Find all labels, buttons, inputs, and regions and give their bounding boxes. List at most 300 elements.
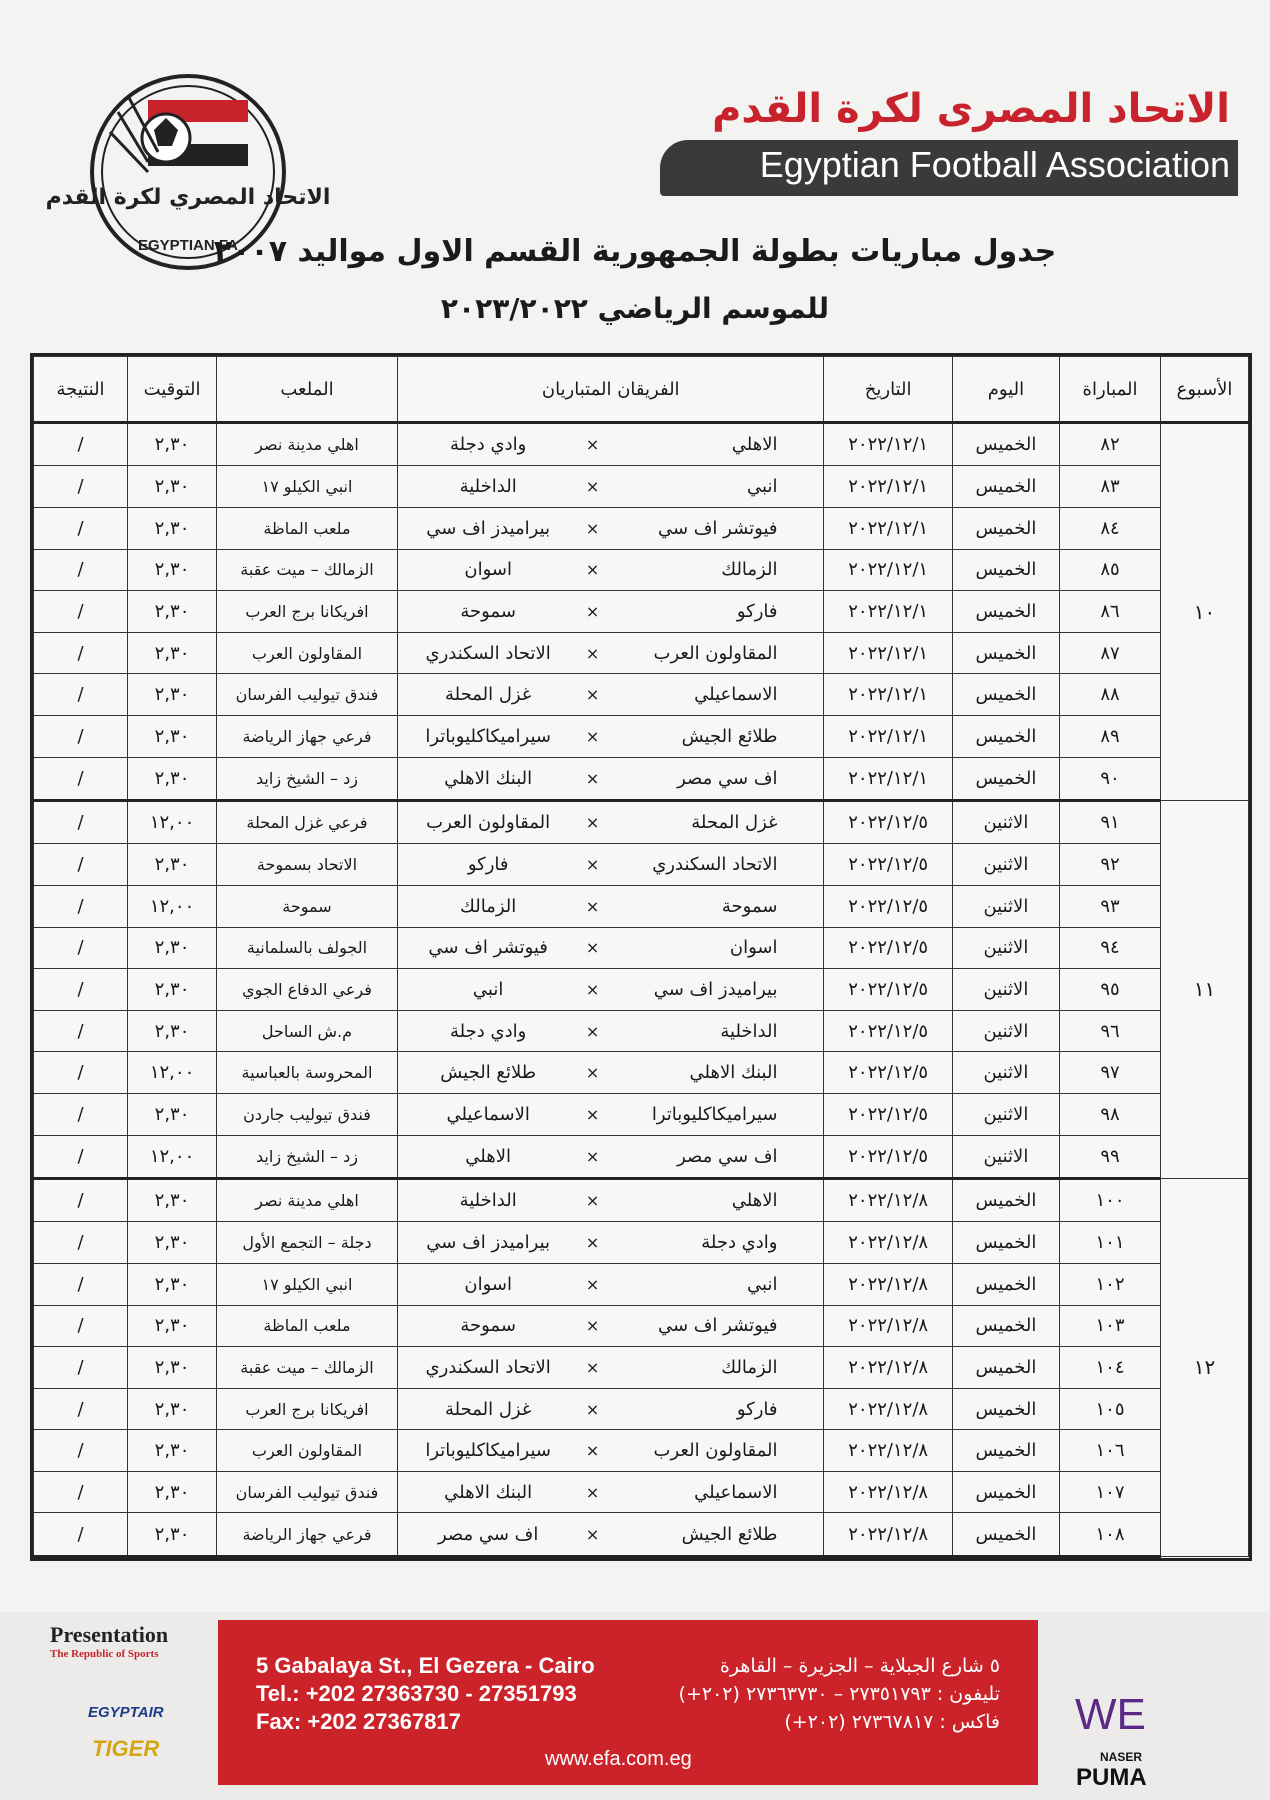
- vs-mark: ×: [578, 1513, 606, 1557]
- venue: فرعي غزل المحلة: [217, 800, 398, 843]
- address-ar-line: فاكس : ٢٧٣٦٧٨١٧ (٢٠٢+): [784, 1711, 1000, 1733]
- table-row: [34, 715, 1249, 757]
- match-date: ٢٠٢٢/١٢/١: [824, 632, 952, 674]
- match-number: ١٠٦: [1059, 1430, 1160, 1472]
- vs-mark: ×: [578, 1388, 606, 1430]
- kickoff-time: ١٢,٠٠: [128, 1052, 217, 1094]
- match-day: الخميس: [952, 1347, 1059, 1389]
- venue: فندق تيوليب الفرسان: [217, 674, 398, 716]
- venue: افريكانا برج العرب: [217, 1388, 398, 1430]
- match-date: ٢٠٢٢/١٢/٨: [824, 1388, 952, 1430]
- table-row: [34, 800, 1249, 843]
- schedule-table: [30, 353, 1252, 1561]
- venue: المحروسة بالعباسية: [217, 1052, 398, 1094]
- vs-mark: ×: [578, 508, 606, 550]
- venue: زد – الشيخ زايد: [217, 1135, 398, 1178]
- vs-mark: ×: [578, 1222, 606, 1264]
- result: /: [34, 1010, 128, 1052]
- table-row: [34, 1471, 1249, 1513]
- away-team: الزمالك: [397, 886, 578, 928]
- col-day: اليوم: [952, 357, 1059, 423]
- kickoff-time: ٢,٣٠: [128, 549, 217, 591]
- result: /: [34, 969, 128, 1011]
- result: /: [34, 508, 128, 550]
- match-day: الخميس: [952, 1178, 1059, 1221]
- match-number: ٩٩: [1059, 1135, 1160, 1178]
- away-team: الاتحاد السكندري: [397, 1347, 578, 1389]
- home-team: سيراميكاكليوباترا: [607, 1093, 824, 1135]
- logo-text-ar: الاتحاد المصري لكرة القدم: [45, 185, 331, 210]
- match-number: ١٠٧: [1059, 1471, 1160, 1513]
- match-date: ٢٠٢٢/١٢/٥: [824, 969, 952, 1011]
- match-day: الاثنين: [952, 1093, 1059, 1135]
- match-date: ٢٠٢٢/١٢/١: [824, 715, 952, 757]
- match-number: ٨٩: [1059, 715, 1160, 757]
- match-day: الخميس: [952, 591, 1059, 633]
- home-team: فاركو: [607, 591, 824, 633]
- match-number: ٩٤: [1059, 927, 1160, 969]
- result: /: [34, 886, 128, 928]
- page-subtitle: للموسم الرياضي ٢٠٢٣/٢٠٢٢: [440, 292, 830, 325]
- venue: م.ش الساحل: [217, 1010, 398, 1052]
- away-team: البنك الاهلي: [397, 757, 578, 800]
- address-en-line: 5 Gabalaya St., El Gezera - Cairo: [256, 1653, 595, 1678]
- match-date: ٢٠٢٢/١٢/٨: [824, 1347, 952, 1389]
- match-date: ٢٠٢٢/١٢/٥: [824, 886, 952, 928]
- away-team: وادي دجلة: [397, 423, 578, 466]
- col-match: المباراة: [1059, 357, 1160, 423]
- table-body: [34, 423, 1249, 1557]
- match-date: ٢٠٢٢/١٢/١: [824, 508, 952, 550]
- away-team: الاهلي: [397, 1135, 578, 1178]
- home-team: الداخلية: [607, 1010, 824, 1052]
- org-name-ar: الاتحاد المصرى لكرة القدم: [712, 86, 1230, 132]
- match-day: الخميس: [952, 1222, 1059, 1264]
- match-day: الخميس: [952, 1471, 1059, 1513]
- page-header: [0, 0, 1270, 360]
- match-date: ٢٠٢٢/١٢/٨: [824, 1471, 952, 1513]
- result: /: [34, 466, 128, 508]
- match-date: ٢٠٢٢/١٢/٨: [824, 1222, 952, 1264]
- kickoff-time: ٢,٣٠: [128, 423, 217, 466]
- vs-mark: ×: [578, 715, 606, 757]
- match-number: ٩٢: [1059, 844, 1160, 886]
- home-team: طلائع الجيش: [607, 1513, 824, 1557]
- home-team: الاتحاد السكندري: [607, 844, 824, 886]
- kickoff-time: ١٢,٠٠: [128, 886, 217, 928]
- table-row: [34, 1347, 1249, 1389]
- match-date: ٢٠٢٢/١٢/٥: [824, 1052, 952, 1094]
- table-row: [34, 844, 1249, 886]
- table-row: [34, 1305, 1249, 1347]
- match-day: الخميس: [952, 1264, 1059, 1306]
- table-row: [34, 423, 1249, 466]
- sponsor-puma-logo: [1076, 1750, 1147, 1792]
- match-number: ١٠٥: [1059, 1388, 1160, 1430]
- logo-text-en: EGYPTIAN FA: [137, 237, 239, 254]
- kickoff-time: ٢,٣٠: [128, 674, 217, 716]
- match-date: ٢٠٢٢/١٢/٥: [824, 844, 952, 886]
- table-header-row: [34, 357, 1249, 423]
- match-day: الاثنين: [952, 1010, 1059, 1052]
- away-team: الاسماعيلي: [397, 1093, 578, 1135]
- table-row: [34, 1052, 1249, 1094]
- col-result: النتيجة: [34, 357, 128, 423]
- vs-mark: ×: [578, 1430, 606, 1472]
- sponsor-presentation-name: Presentation: [50, 1622, 169, 1647]
- away-team: الداخلية: [397, 1178, 578, 1221]
- address-en-line: Fax: +202 27367817: [256, 1709, 461, 1734]
- match-day: الخميس: [952, 632, 1059, 674]
- match-date: ٢٠٢٢/١٢/٥: [824, 1135, 952, 1178]
- home-team: انبي: [607, 466, 824, 508]
- away-team: سموحة: [397, 1305, 578, 1347]
- away-team: الاتحاد السكندري: [397, 632, 578, 674]
- vs-mark: ×: [578, 1305, 606, 1347]
- venue: فرعي جهاز الرياضة: [217, 715, 398, 757]
- match-day: الخميس: [952, 508, 1059, 550]
- week-cell: ١٠: [1161, 423, 1249, 801]
- home-team: البنك الاهلي: [607, 1052, 824, 1094]
- match-number: ٨٨: [1059, 674, 1160, 716]
- org-name-en: Egyptian Football Association: [759, 144, 1230, 185]
- venue: اهلي مدينة نصر: [217, 423, 398, 466]
- match-number: ٩٧: [1059, 1052, 1160, 1094]
- kickoff-time: ٢,٣٠: [128, 1513, 217, 1557]
- match-day: الاثنين: [952, 886, 1059, 928]
- table-row: [34, 757, 1249, 800]
- result: /: [34, 423, 128, 466]
- kickoff-time: ٢,٣٠: [128, 632, 217, 674]
- home-team: انبي: [607, 1264, 824, 1306]
- match-number: ١٠٢: [1059, 1264, 1160, 1306]
- address-en: [256, 1652, 595, 1736]
- table-row: [34, 1178, 1249, 1221]
- kickoff-time: ٢,٣٠: [128, 1222, 217, 1264]
- table-row: [34, 1093, 1249, 1135]
- match-day: الخميس: [952, 1430, 1059, 1472]
- venue: الزمالك – ميت عقبة: [217, 549, 398, 591]
- away-team: وادي دجلة: [397, 1010, 578, 1052]
- away-team: غزل المحلة: [397, 1388, 578, 1430]
- result: /: [34, 591, 128, 633]
- away-team: طلائع الجيش: [397, 1052, 578, 1094]
- venue: المقاولون العرب: [217, 632, 398, 674]
- kickoff-time: ٢,٣٠: [128, 466, 217, 508]
- result: /: [34, 1513, 128, 1557]
- result: /: [34, 1052, 128, 1094]
- home-team: فاركو: [607, 1388, 824, 1430]
- venue: الاتحاد بسموحة: [217, 844, 398, 886]
- away-team: انبي: [397, 969, 578, 1011]
- match-date: ٢٠٢٢/١٢/٥: [824, 927, 952, 969]
- kickoff-time: ٢,٣٠: [128, 1264, 217, 1306]
- sponsor-we-logo: WE: [1075, 1690, 1146, 1739]
- kickoff-time: ٢,٣٠: [128, 1430, 217, 1472]
- match-date: ٢٠٢٢/١٢/٨: [824, 1264, 952, 1306]
- sponsor-egyptair-logo: EGYPTAIR: [88, 1704, 164, 1721]
- match-day: الخميس: [952, 1305, 1059, 1347]
- venue: اهلي مدينة نصر: [217, 1178, 398, 1221]
- match-day: الخميس: [952, 423, 1059, 466]
- kickoff-time: ٢,٣٠: [128, 1471, 217, 1513]
- venue: المقاولون العرب: [217, 1430, 398, 1472]
- match-day: الخميس: [952, 757, 1059, 800]
- kickoff-time: ٢,٣٠: [128, 844, 217, 886]
- address-en-line: Tel.: +202 27363730 - 27351793: [256, 1681, 577, 1706]
- vs-mark: ×: [578, 757, 606, 800]
- page-title: جدول مباريات بطولة الجمهورية القسم الاول مواليد ٢٠٠٧: [213, 234, 1057, 269]
- match-number: ٩٨: [1059, 1093, 1160, 1135]
- result: /: [34, 1347, 128, 1389]
- table-row: [34, 886, 1249, 928]
- home-team: الزمالك: [607, 1347, 824, 1389]
- vs-mark: ×: [578, 632, 606, 674]
- away-team: اف سي مصر: [397, 1513, 578, 1557]
- result: /: [34, 757, 128, 800]
- vs-mark: ×: [578, 1010, 606, 1052]
- table-row: [34, 1135, 1249, 1178]
- match-number: ١٠٣: [1059, 1305, 1160, 1347]
- away-team: البنك الاهلي: [397, 1471, 578, 1513]
- venue: فندق تيوليب الفرسان: [217, 1471, 398, 1513]
- vs-mark: ×: [578, 969, 606, 1011]
- match-date: ٢٠٢٢/١٢/٨: [824, 1513, 952, 1557]
- home-team: وادي دجلة: [607, 1222, 824, 1264]
- address-ar-line: تليفون : ٢٧٣٥١٧٩٣ – ٢٧٣٦٣٧٣٠ (٢٠٢+): [678, 1683, 1000, 1705]
- kickoff-time: ٢,٣٠: [128, 591, 217, 633]
- match-day: الاثنين: [952, 969, 1059, 1011]
- home-team: اف سي مصر: [607, 757, 824, 800]
- venue: الزمالك – ميت عقبة: [217, 1347, 398, 1389]
- table-row: [34, 508, 1249, 550]
- match-day: الاثنين: [952, 1052, 1059, 1094]
- table-row: [34, 674, 1249, 716]
- away-team: المقاولون العرب: [397, 800, 578, 843]
- table-row: [34, 1222, 1249, 1264]
- away-team: الداخلية: [397, 466, 578, 508]
- result: /: [34, 1305, 128, 1347]
- kickoff-time: ١٢,٠٠: [128, 1135, 217, 1178]
- kickoff-time: ٢,٣٠: [128, 969, 217, 1011]
- away-team: فيوتشر اف سي: [397, 927, 578, 969]
- match-number: ٨٦: [1059, 591, 1160, 633]
- match-day: الخميس: [952, 674, 1059, 716]
- vs-mark: ×: [578, 800, 606, 843]
- match-date: ٢٠٢٢/١٢/١: [824, 466, 952, 508]
- sponsor-naser-name: NASER: [1100, 1750, 1143, 1764]
- sponsor-presentation-sub: The Republic of Sports: [50, 1648, 159, 1660]
- kickoff-time: ١٢,٠٠: [128, 800, 217, 843]
- result: /: [34, 549, 128, 591]
- result: /: [34, 844, 128, 886]
- away-team: اسوان: [397, 1264, 578, 1306]
- home-team: اف سي مصر: [607, 1135, 824, 1178]
- match-number: ١٠٠: [1059, 1178, 1160, 1221]
- kickoff-time: ٢,٣٠: [128, 1178, 217, 1221]
- vs-mark: ×: [578, 674, 606, 716]
- away-team: اسوان: [397, 549, 578, 591]
- match-date: ٢٠٢٢/١٢/٥: [824, 1010, 952, 1052]
- vs-mark: ×: [578, 1093, 606, 1135]
- vs-mark: ×: [578, 591, 606, 633]
- home-team: غزل المحلة: [607, 800, 824, 843]
- match-date: ٢٠٢٢/١٢/١: [824, 549, 952, 591]
- kickoff-time: ٢,٣٠: [128, 1347, 217, 1389]
- match-date: ٢٠٢٢/١٢/٥: [824, 800, 952, 843]
- table-row: [34, 1513, 1249, 1557]
- venue: سموحة: [217, 886, 398, 928]
- vs-mark: ×: [578, 927, 606, 969]
- match-number: ١٠١: [1059, 1222, 1160, 1264]
- result: /: [34, 800, 128, 843]
- match-number: ٨٧: [1059, 632, 1160, 674]
- match-number: ٨٣: [1059, 466, 1160, 508]
- result: /: [34, 1430, 128, 1472]
- result: /: [34, 927, 128, 969]
- away-team: سيراميكاكليوباترا: [397, 1430, 578, 1472]
- kickoff-time: ٢,٣٠: [128, 1305, 217, 1347]
- match-date: ٢٠٢٢/١٢/١: [824, 674, 952, 716]
- table-row: [34, 591, 1249, 633]
- sponsor-puma-name: PUMA: [1076, 1764, 1147, 1791]
- sponsor-presentation-logo: [50, 1622, 210, 1660]
- week-cell: ١٢: [1161, 1178, 1249, 1556]
- home-team: الاسماعيلي: [607, 674, 824, 716]
- home-team: الاسماعيلي: [607, 1471, 824, 1513]
- venue: فرعي جهاز الرياضة: [217, 1513, 398, 1557]
- match-number: ٩٠: [1059, 757, 1160, 800]
- kickoff-time: ٢,٣٠: [128, 508, 217, 550]
- match-date: ٢٠٢٢/١٢/١: [824, 757, 952, 800]
- match-day: الخميس: [952, 1388, 1059, 1430]
- table-row: [34, 1388, 1249, 1430]
- match-number: ٩٦: [1059, 1010, 1160, 1052]
- home-team: طلائع الجيش: [607, 715, 824, 757]
- away-team: فاركو: [397, 844, 578, 886]
- home-team: الزمالك: [607, 549, 824, 591]
- venue: انبي الكيلو ١٧: [217, 466, 398, 508]
- vs-mark: ×: [578, 844, 606, 886]
- home-team: الاهلي: [607, 423, 824, 466]
- table-row: [34, 632, 1249, 674]
- away-team: سيراميكاكليوباترا: [397, 715, 578, 757]
- match-date: ٢٠٢٢/١٢/١: [824, 423, 952, 466]
- venue: دجلة – التجمع الأول: [217, 1222, 398, 1264]
- kickoff-time: ٢,٣٠: [128, 715, 217, 757]
- home-team: الاهلي: [607, 1178, 824, 1221]
- week-cell: ١١: [1161, 800, 1249, 1178]
- kickoff-time: ٢,٣٠: [128, 757, 217, 800]
- away-team: بيراميدز اف سي: [397, 1222, 578, 1264]
- kickoff-time: ٢,٣٠: [128, 1010, 217, 1052]
- table-row: [34, 927, 1249, 969]
- address-ar: [679, 1652, 1000, 1736]
- match-day: الخميس: [952, 1513, 1059, 1557]
- match-number: ٨٥: [1059, 549, 1160, 591]
- home-team: اسوان: [607, 927, 824, 969]
- table-row: [34, 1010, 1249, 1052]
- match-date: ٢٠٢٢/١٢/٥: [824, 1093, 952, 1135]
- match-number: ٩٣: [1059, 886, 1160, 928]
- venue: فندق تيوليب جاردن: [217, 1093, 398, 1135]
- match-date: ٢٠٢٢/١٢/٨: [824, 1178, 952, 1221]
- vs-mark: ×: [578, 423, 606, 466]
- home-team: بيراميدز اف سي: [607, 969, 824, 1011]
- vs-mark: ×: [578, 549, 606, 591]
- venue: زد – الشيخ زايد: [217, 757, 398, 800]
- result: /: [34, 1388, 128, 1430]
- away-team: بيراميدز اف سي: [397, 508, 578, 550]
- result: /: [34, 1471, 128, 1513]
- result: /: [34, 1135, 128, 1178]
- table-row: [34, 969, 1249, 1011]
- vs-mark: ×: [578, 886, 606, 928]
- vs-mark: ×: [578, 1347, 606, 1389]
- table-row: [34, 1264, 1249, 1306]
- kickoff-time: ٢,٣٠: [128, 927, 217, 969]
- match-day: الاثنين: [952, 927, 1059, 969]
- away-team: سموحة: [397, 591, 578, 633]
- vs-mark: ×: [578, 1052, 606, 1094]
- match-day: الاثنين: [952, 844, 1059, 886]
- away-team: غزل المحلة: [397, 674, 578, 716]
- result: /: [34, 674, 128, 716]
- col-venue: الملعب: [217, 357, 398, 423]
- home-team: المقاولون العرب: [607, 1430, 824, 1472]
- vs-mark: ×: [578, 1135, 606, 1178]
- table-row: [34, 1430, 1249, 1472]
- match-day: الخميس: [952, 715, 1059, 757]
- result: /: [34, 1093, 128, 1135]
- home-team: سموحة: [607, 886, 824, 928]
- match-day: الخميس: [952, 549, 1059, 591]
- col-week: الأسبوع: [1161, 357, 1249, 423]
- match-date: ٢٠٢٢/١٢/٨: [824, 1305, 952, 1347]
- home-team: المقاولون العرب: [607, 632, 824, 674]
- vs-mark: ×: [578, 1264, 606, 1306]
- vs-mark: ×: [578, 1471, 606, 1513]
- match-day: الخميس: [952, 466, 1059, 508]
- col-time: التوقيت: [128, 357, 217, 423]
- match-number: ١٠٤: [1059, 1347, 1160, 1389]
- vs-mark: ×: [578, 1178, 606, 1221]
- vs-mark: ×: [578, 466, 606, 508]
- match-day: الاثنين: [952, 800, 1059, 843]
- table-row: [34, 549, 1249, 591]
- home-team: فيوتشر اف سي: [607, 508, 824, 550]
- result: /: [34, 1264, 128, 1306]
- result: /: [34, 715, 128, 757]
- sponsor-tiger-logo: TIGER: [92, 1736, 160, 1761]
- kickoff-time: ٢,٣٠: [128, 1388, 217, 1430]
- kickoff-time: ٢,٣٠: [128, 1093, 217, 1135]
- match-day: الاثنين: [952, 1135, 1059, 1178]
- home-team: فيوتشر اف سي: [607, 1305, 824, 1347]
- venue: انبي الكيلو ١٧: [217, 1264, 398, 1306]
- match-number: ٩١: [1059, 800, 1160, 843]
- venue: ملعب الماظة: [217, 1305, 398, 1347]
- table-row: [34, 466, 1249, 508]
- result: /: [34, 632, 128, 674]
- match-number: ٨٤: [1059, 508, 1160, 550]
- website-link[interactable]: www.efa.com.eg: [545, 1748, 692, 1770]
- venue: ملعب الماظة: [217, 508, 398, 550]
- match-number: ٨٢: [1059, 423, 1160, 466]
- match-number: ٩٥: [1059, 969, 1160, 1011]
- col-date: التاريخ: [824, 357, 952, 423]
- venue: افريكانا برج العرب: [217, 591, 398, 633]
